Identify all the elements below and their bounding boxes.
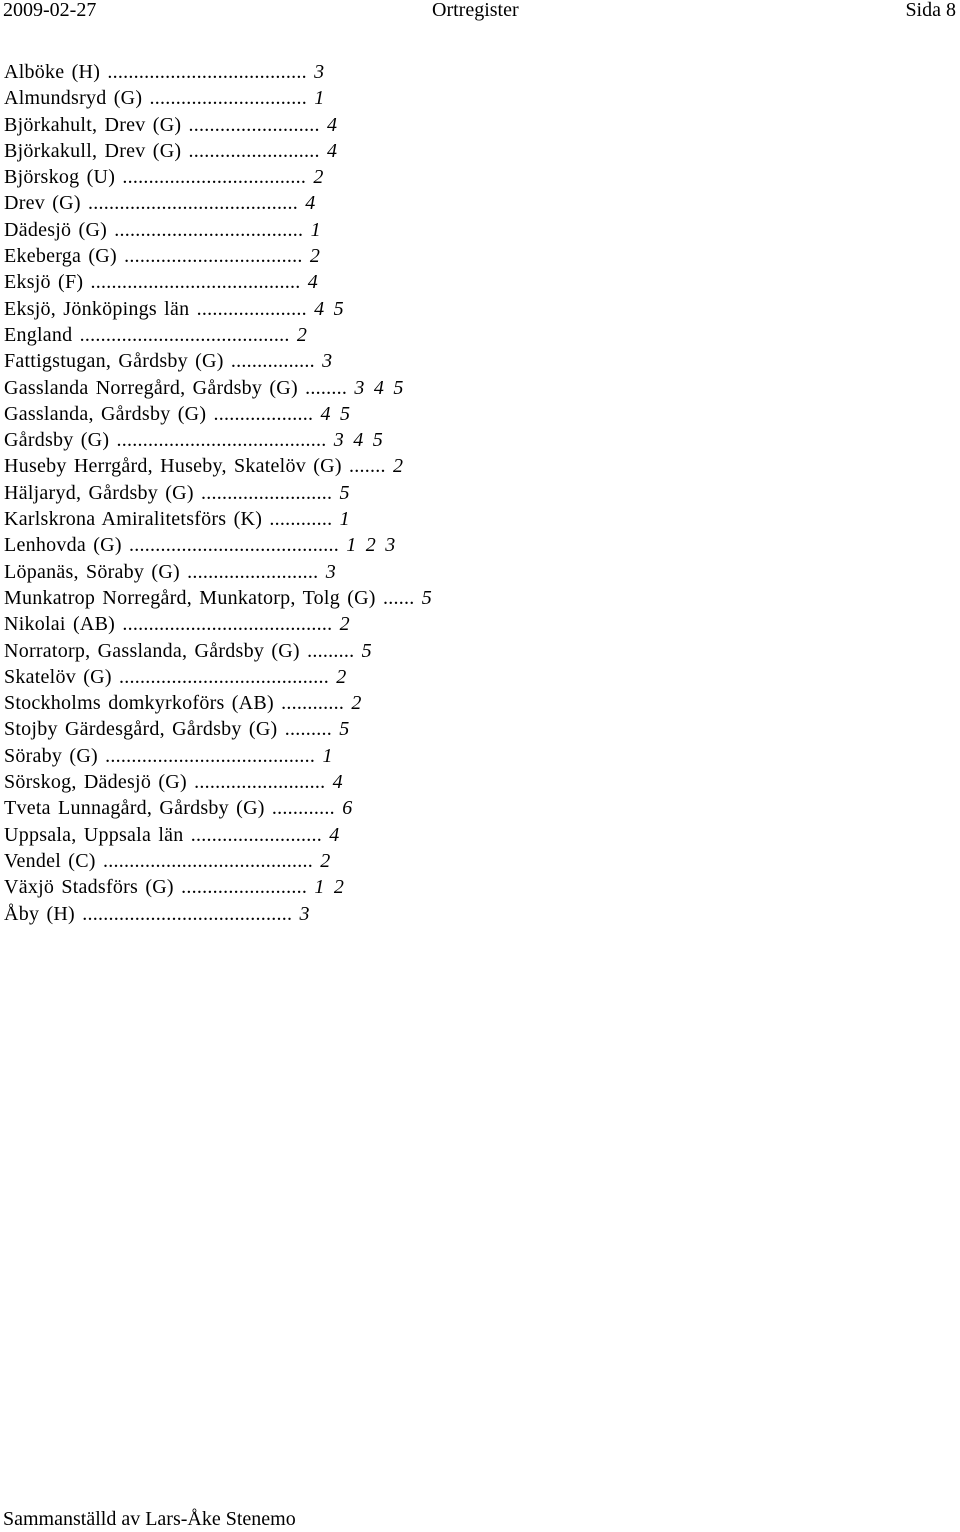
- index-entry: [4, 822, 464, 848]
- index-entry: [4, 532, 464, 558]
- index-entry-pages: 3: [299, 902, 310, 925]
- index-entry-text: Eksjö, Jönköpings län .....................: [4, 297, 315, 320]
- index-entry-pages: 3: [314, 61, 325, 83]
- index-entry: [4, 348, 464, 374]
- index-entry: [4, 85, 464, 111]
- index-entry-pages: 2: [296, 323, 308, 346]
- index-entry-text: Åby (H) ........................................: [4, 902, 300, 925]
- index-entry-text: Stockholms domkyrkoförs (AB) ............: [4, 692, 352, 715]
- index-entry: [4, 190, 464, 216]
- index-entry-pages: 4 5: [320, 402, 351, 425]
- index-entry-text: Almundsryd (G) ..............................: [4, 87, 315, 110]
- index-entry: [4, 638, 464, 664]
- index-entry-text: Fattigstugan, Gårdsby (G) ................: [4, 350, 323, 373]
- index-entry: [4, 164, 464, 190]
- index-entry-pages: 2: [351, 692, 362, 715]
- index-entry: [4, 848, 464, 874]
- index-entry-pages: 4: [329, 823, 340, 846]
- index-entry: [4, 59, 464, 85]
- header-title: Ortregister: [432, 0, 519, 21]
- index-entry-pages: 3: [322, 350, 333, 373]
- index-entry: [4, 217, 464, 243]
- index-entry-text: Häljaryd, Gårdsby (G) .........................: [4, 481, 340, 504]
- index-entry: [4, 427, 464, 453]
- index-entry: [4, 243, 464, 269]
- index-entry-text: Gårdsby (G) ........................................: [4, 429, 334, 452]
- index-entry: [4, 795, 464, 821]
- index-entry-text: Eksjö (F) ........................................: [4, 271, 308, 294]
- place-index-list: [4, 59, 474, 927]
- index-entry: [4, 506, 464, 532]
- index-entry-pages: 2: [313, 166, 324, 189]
- index-entry-text: Stojby Gärdesgård, Gårdsby (G) .........: [4, 718, 340, 741]
- index-entry-text: Skatelöv (G) ........................................: [4, 665, 337, 688]
- index-entry: [4, 138, 464, 164]
- header-page-number: Sida 8: [905, 0, 956, 21]
- index-entry-pages: 1 2: [314, 876, 345, 899]
- index-entry-pages: 4: [307, 271, 318, 294]
- index-entry-text: Ekeberga (G) ..................................: [4, 245, 310, 268]
- index-entry: [4, 664, 464, 690]
- index-entry-pages: 4: [327, 139, 338, 162]
- header-date: 2009-02-27: [3, 0, 97, 21]
- index-entry: [4, 585, 464, 611]
- index-entry: [4, 690, 464, 716]
- index-entry-pages: 3: [325, 560, 336, 583]
- index-entry: [4, 269, 464, 295]
- index-entry-pages: 4: [305, 192, 316, 215]
- index-entry: [4, 769, 464, 795]
- index-entry-text: Dädesjö (G) ....................................: [4, 218, 311, 241]
- index-entry-text: Björkahult, Drev (G) .........................: [4, 113, 328, 136]
- index-entry: [4, 611, 464, 637]
- index-entry: [4, 112, 464, 138]
- index-entry-pages: 4: [327, 113, 338, 136]
- index-entry: [4, 874, 464, 900]
- index-entry-pages: 2: [309, 245, 321, 268]
- index-entry-pages: 5: [339, 481, 350, 504]
- index-entry-text: Gasslanda Norregård, Gårdsby (G) ........: [4, 376, 355, 399]
- index-entry-pages: 1: [314, 87, 325, 110]
- index-entry-text: Karlskrona Amiralitetsförs (K) ............: [4, 508, 340, 531]
- index-entry-text: England ........................................: [4, 323, 297, 346]
- index-entry: [4, 453, 464, 479]
- index-entry-pages: 5: [339, 718, 350, 741]
- index-entry-text: Söraby (G) ........................................: [4, 744, 323, 767]
- index-entry-text: Växjö Stadsförs (G) ........................: [4, 876, 315, 899]
- index-entry-text: Björskog (U) ...................................: [4, 166, 314, 189]
- index-entry-text: Uppsala, Uppsala län .........................: [4, 823, 330, 846]
- index-entry-pages: 2: [320, 849, 331, 872]
- index-entry-text: Tveta Lunnagård, Gårdsby (G) ............: [4, 797, 343, 820]
- index-entry-text: Gasslanda, Gårdsby (G) ...................: [4, 402, 321, 425]
- index-entry-text: Munkatrop Norregård, Munkatorp, Tolg (G) ......: [4, 586, 422, 609]
- index-entry-pages: 4 5: [314, 297, 344, 320]
- index-entry-pages: 1: [322, 744, 333, 767]
- index-entry-pages: 5: [361, 639, 372, 662]
- index-entry-pages: 2: [336, 665, 347, 688]
- index-entry-text: Nikolai (AB) ........................................: [4, 613, 340, 636]
- index-entry-text: Löpanäs, Söraby (G) .........................: [4, 560, 326, 583]
- index-entry-pages: 3 4 5: [354, 376, 404, 399]
- page-footer: Sammanställd av Lars-Åke Stenemo: [3, 1508, 296, 1530]
- index-entry-pages: 1: [310, 218, 321, 241]
- index-entry: [4, 480, 464, 506]
- index-entry: [4, 401, 464, 427]
- index-entry-pages: 6: [342, 797, 353, 820]
- index-entry-text: Vendel (C) ........................................: [4, 849, 321, 872]
- page-header: [3, 0, 956, 23]
- index-entry-text: Drev (G) ........................................: [4, 192, 306, 215]
- index-entry-pages: 3 4 5: [333, 429, 384, 452]
- index-entry-pages: 2: [339, 613, 350, 636]
- index-entry: [4, 296, 464, 322]
- index-entry-text: Sörskog, Dädesjö (G) .........................: [4, 771, 333, 794]
- index-entry-pages: 1: [339, 508, 350, 531]
- index-entry: [4, 716, 464, 742]
- index-entry: [4, 901, 464, 927]
- index-entry-pages: 4: [332, 771, 343, 794]
- index-entry: [4, 375, 464, 401]
- index-entry: [4, 743, 464, 769]
- index-entry-text: Alböke (H) ......................................: [4, 61, 315, 83]
- index-entry: [4, 559, 464, 585]
- index-entry-pages: 1 2 3: [346, 534, 396, 557]
- index-entry-pages: 2: [392, 455, 404, 478]
- index-entry-text: Lenhovda (G) ........................................: [4, 534, 347, 557]
- index-entry-text: Björkakull, Drev (G) .........................: [4, 139, 328, 162]
- index-entry-text: Huseby Herrgård, Huseby, Skatelöv (G) .......: [4, 455, 393, 478]
- index-entry-pages: 5: [421, 586, 432, 609]
- index-entry-text: Norratorp, Gasslanda, Gårdsby (G) .........: [4, 639, 362, 662]
- index-entry: [4, 322, 464, 348]
